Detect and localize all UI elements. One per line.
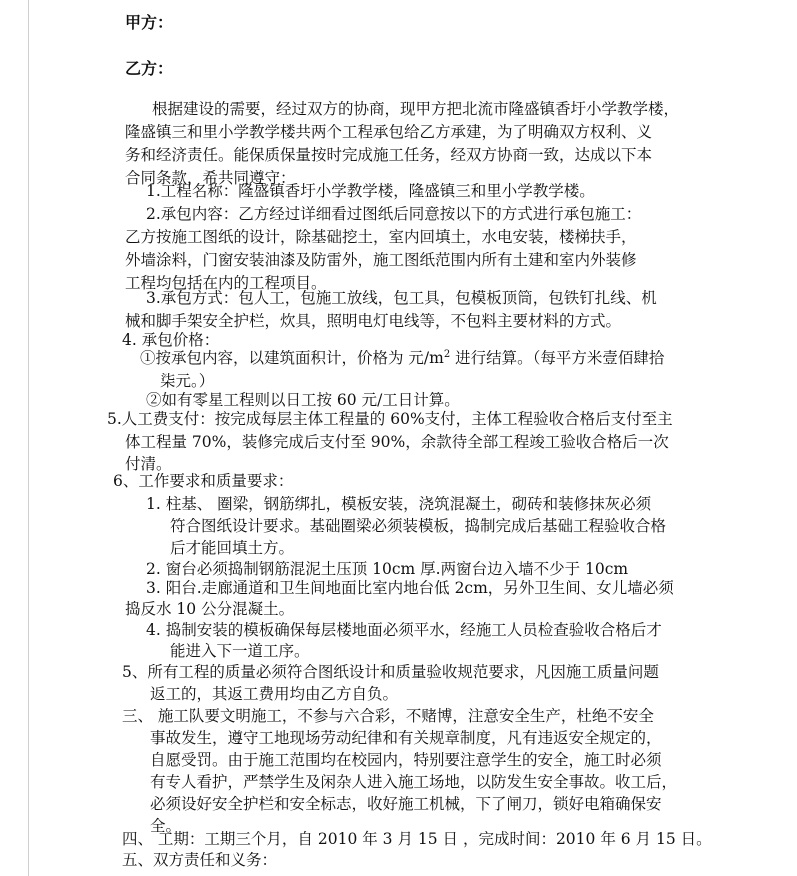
- section-3-line-2: 事故发生，遵守工地现场劳动纪律和有关规章制度，凡有违返安全规定的，: [150, 729, 662, 747]
- section-3: 三、 施工队要文明施工，不参与六合彩，不赌博，注意安全生产，杜绝不安全: [122, 707, 654, 725]
- item-6-5-line-2: 返工的，其返工费用均由乙方自负。: [150, 685, 399, 703]
- item-6-3-line-2: 捣反水 10 公分混凝土。: [125, 600, 295, 618]
- item-6-1: 1. 柱基、 圈梁，钢筋绑扎，模板安装，浇筑混凝土，砌砖和装修抹灰必须: [146, 495, 652, 513]
- item-6-4: 4. 捣制安装的模板确保每层楼地面必须平水，经施工人员检查验收合格后才: [146, 621, 662, 639]
- item-2-line-3: 外墙涂料，门窗安装油漆及防雷外，施工图纸范围内所有土建和室内外装修: [125, 251, 637, 269]
- item-2-line-2: 乙方按施工图纸的设计，除基础挖土，室内回填土，水电安装，楼梯扶手，: [125, 228, 637, 246]
- item-6-5: 5、所有工程的质量必须符合图纸设计和质量验收规范要求，凡因施工质量问题: [122, 663, 659, 681]
- item-4-price-a-rest: 进行结算。（每平方米壹佰肆拾: [450, 349, 665, 367]
- item-5-line-2: 体工程量 70%，装修完成后支付至 90%，余款待全部工程竣工验收合格后一次: [125, 433, 669, 451]
- item-4-price-b: ②如有零星工程则以日工按 60 元/工日计算。: [146, 391, 460, 409]
- intro-line-1: 根据建设的需要，经过双方的协商，现甲方把北流市隆盛镇香圩小学教学楼，: [152, 100, 680, 118]
- page-margin-line: [28, 0, 29, 876]
- section-3-line-4: 有专人看护，严禁学生及闲杂人进入施工场地，以防发生安全事故。收工后，: [150, 773, 678, 791]
- intro-line-4: 合同条款，希共同遵守：: [125, 169, 296, 187]
- party-b-label: 乙方：: [125, 59, 174, 78]
- item-6-heading: 6、工作要求和质量要求：: [113, 472, 294, 490]
- item-3: 3.承包方式：包人工，包施工放线，包工具，包模板顶筒，包铁钉扎线、机: [146, 289, 657, 307]
- item-6-4-line-2: 能进入下一道工序。: [170, 642, 310, 660]
- party-a-label: 甲方：: [125, 13, 174, 32]
- item-4-price-a-superscript: 2: [443, 348, 451, 360]
- item-2-line-4: 工程均包括在内的工程项目。: [125, 274, 327, 292]
- item-6-1-line-3: 后才能回填土方。: [170, 539, 295, 557]
- section-4: 四、 工期：工期三个月，自 2010 年 3 月 15 日 ，完成时间：2010 年 6 月 15 日。: [122, 830, 712, 848]
- item-5-line-3: 付清。: [125, 455, 172, 473]
- item-3-line-2: 械和脚手架安全护栏，炊具，照明电灯电线等，不包料主要材料的方式。: [125, 312, 622, 330]
- item-4: 4. 承包价格：: [122, 331, 220, 349]
- section-3-line-6: 全。: [150, 817, 182, 835]
- intro-line-3: 务和经济责任。能保质保量按时完成施工任务，经双方协商一致，达成以下本: [125, 146, 653, 164]
- section-3-line-5: 必须设好安全护栏和安全标志，收好施工机械，下了闸刀，锁好电箱确保安: [150, 795, 662, 813]
- item-4-price-a-text: ①按承包内容，以建筑面积计，价格为 元/m: [140, 349, 444, 367]
- section-5: 五、双方责任和义务：: [122, 851, 278, 869]
- item-6-2: 2. 窗台必须捣制钢筋混泥土压顶 10cm 厚.两窗台边入墙不少于 10cm: [146, 560, 629, 578]
- section-3-line-3: 自愿受罚。由于施工范围均在校园内，特别要注意学生的安全，施工时必须: [150, 751, 662, 769]
- item-5: 5.人工费支付：按完成每层主体工程量的 60%支付，主体工程验收合格后支付至主: [107, 410, 673, 428]
- item-4-price-a-line-2: 柒元。）: [160, 372, 215, 390]
- item-6-3: 3. 阳台.走廊通道和卫生间地面比室内地台低 2cm，另外卫生间、女儿墙必须: [146, 579, 674, 597]
- item-4-price-a: [140, 347, 664, 369]
- item-1: 1.工程名称：隆盛镇香圩小学教学楼，隆盛镇三和里小学教学楼。: [146, 182, 595, 200]
- intro-line-2: 隆盛镇三和里小学教学楼共两个工程承包给乙方承建，为了明确双方权利、义: [125, 123, 653, 141]
- item-2: 2.承包内容：乙方经过详细看过图纸后同意按以下的方式进行承包施工：: [146, 205, 642, 223]
- item-6-1-line-2: 符合图纸设计要求。基础圈梁必须装模板，捣制完成后基础工程验收合格: [170, 517, 667, 535]
